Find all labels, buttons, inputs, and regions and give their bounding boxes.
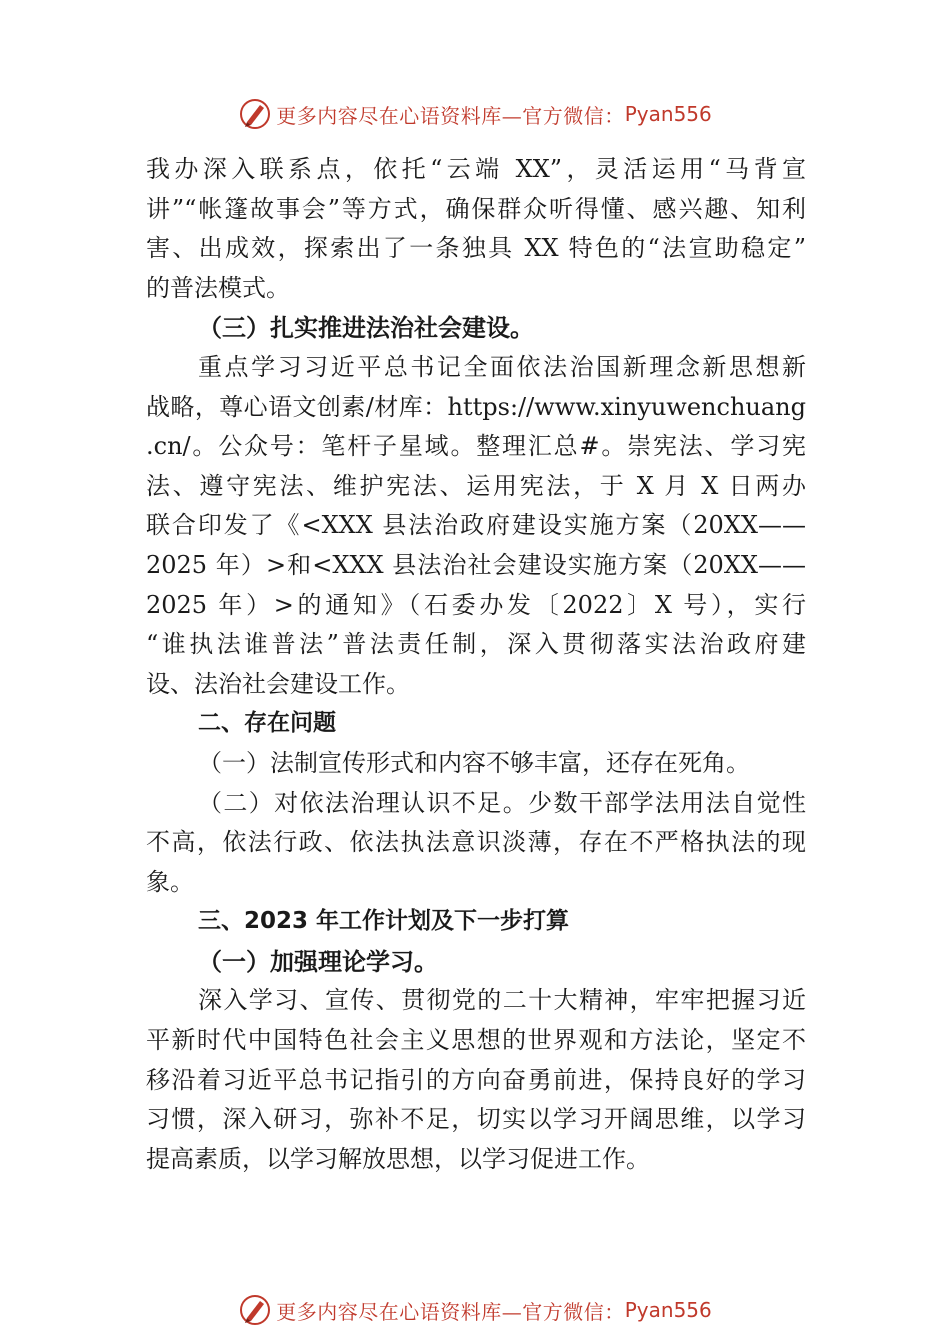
paragraph-line: 移沿着习近平总书记指引的方向奋勇前进，保持良好的学习 <box>146 1065 806 1094</box>
paragraph-line: 的普法模式。 <box>146 273 290 302</box>
paragraph-line: .cn/。公众号：笔杆子星域。整理汇总#。崇宪法、学习宪 <box>146 432 806 461</box>
document-body <box>146 150 806 1179</box>
paragraph-line: 平新时代中国特色社会主义思想的世界观和方法论，坚定不 <box>146 1026 806 1055</box>
header-watermark-banner <box>0 94 950 134</box>
section-heading: 三、2023 年工作计划及下一步打算 <box>198 908 570 935</box>
paragraph-line: 象。 <box>146 867 194 896</box>
watermark-text: 更多内容尽在心语资料库—官方微信： <box>276 103 625 128</box>
paragraph-line: 法、遵守宪法、维护宪法、运用宪法，于 X 月 X 日两办 <box>146 471 806 500</box>
paragraph-line: （二）对依法治理认识不足。少数干部学法用法自觉性 <box>198 788 806 817</box>
paragraph-line: 联合印发了《<XXX 县法治政府建设实施方案（20XX—— <box>146 511 806 540</box>
paragraph-line: 我办深入联系点，依托“云端 XX”，灵活运用“马背宣 <box>146 155 806 183</box>
paragraph-line: 习惯，深入研习，弥补不足，切实以学习开阔思维，以学习 <box>146 1105 806 1134</box>
pen-logo-icon <box>238 1293 272 1327</box>
pen-logo-icon <box>238 97 272 131</box>
paragraph-line: 不高，依法行政、依法执法意识淡薄，存在不严格执法的现 <box>146 828 806 857</box>
paragraph-line: 讲”“帐篷故事会”等方式，确保群众听得懂、感兴趣、知利 <box>146 194 806 223</box>
paragraph-line: 提高素质，以学习解放思想，以学习促进工作。 <box>146 1144 650 1173</box>
paragraph-line: 2025 年）>的通知》（石委办发〔2022〕X 号），实行 <box>146 590 806 619</box>
subsection-heading: （三）扎实推进法治社会建设。 <box>198 313 534 343</box>
paragraph-line: 战略，尊心语文创素/材库：https://www.xinyuwenchuang <box>146 392 806 421</box>
watermark-wechat-id: Pyan556 <box>624 102 712 126</box>
subsection-heading: （一）加强理论学习。 <box>198 946 438 976</box>
paragraph-line: 2025 年）>和<XXX 县法治社会建设实施方案（20XX—— <box>146 550 806 579</box>
paragraph-line: （一）法制宣传形式和内容不够丰富，还存在死角。 <box>198 748 750 777</box>
paragraph-line: 深入学习、宣传、贯彻党的二十大精神，牢牢把握习近 <box>198 986 806 1015</box>
paragraph-line: “谁执法谁普法”普法责任制，深入贯彻落实法治政府建 <box>146 630 806 659</box>
watermark-wechat-id: Pyan556 <box>624 1298 712 1322</box>
watermark-text: 更多内容尽在心语资料库—官方微信： <box>276 1299 625 1324</box>
paragraph-line: 设、法治社会建设工作。 <box>146 669 410 698</box>
section-heading: 二、存在问题 <box>198 710 336 737</box>
footer-watermark-banner <box>0 1290 950 1330</box>
paragraph-line: 重点学习习近平总书记全面依法治国新理念新思想新 <box>198 352 806 381</box>
paragraph-line: 害、出成效，探索出了一条独具 XX 特色的“法宣助稳定” <box>146 234 806 263</box>
